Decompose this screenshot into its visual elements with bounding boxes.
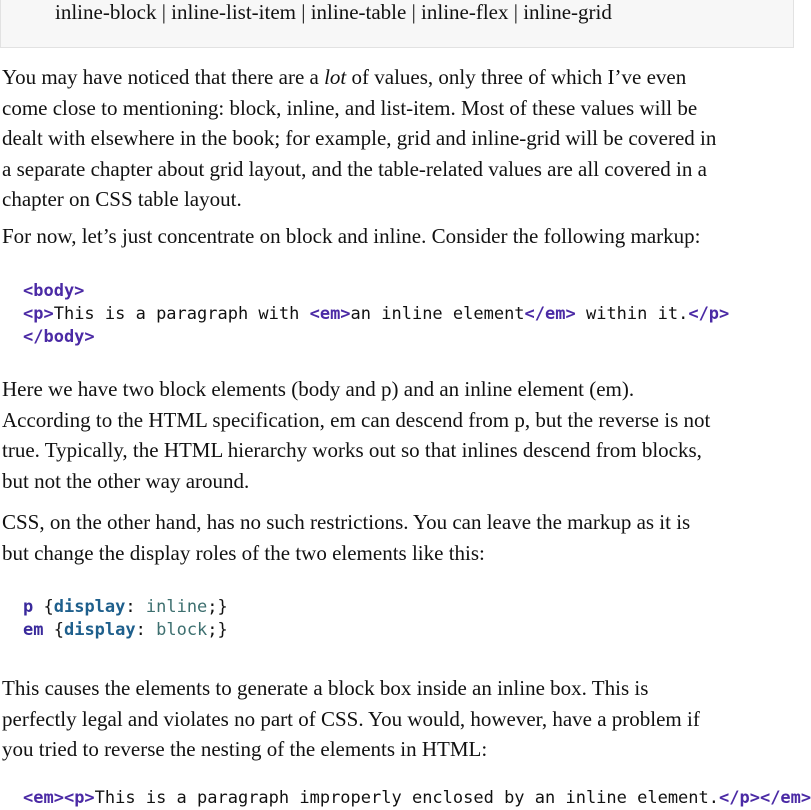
paragraph-concentrate — [2, 221, 796, 252]
code-block-markup — [23, 280, 729, 349]
code-text: an inline element — [350, 304, 525, 324]
css-property: display — [53, 597, 126, 617]
text-line: dealt with elsewhere in the book; for example, grid and inline-grid will be covered in — [2, 126, 717, 150]
code-tag: <em> — [309, 304, 351, 324]
css-selector: p — [23, 597, 34, 617]
code-punctuation: ;} — [207, 597, 228, 617]
code-punctuation: ;} — [207, 620, 228, 640]
paragraph-values-intro — [2, 62, 796, 215]
code-tag: <p> — [23, 304, 54, 324]
code-text: This is a paragraph improperly enclosed by an inline element. — [94, 788, 719, 808]
code-text: within it. — [575, 304, 689, 324]
display-values-text: inline-block | inline-list-item | inline-table | inline-flex | inline-grid — [55, 0, 612, 24]
paragraph-block-elements — [2, 374, 796, 496]
code-line — [23, 619, 228, 642]
text-line: come close to mentioning: block, inline, and list-item. Most of these values will be — [2, 95, 698, 120]
display-values-box — [0, 0, 794, 48]
code-punctuation: { — [43, 620, 64, 640]
css-property: display — [63, 620, 136, 640]
code-text: This is a paragraph with — [53, 304, 310, 324]
code-tag: <body> — [23, 281, 85, 301]
text-line: perfectly legal and violates no part of CSS. You would, however, have a problem if — [2, 706, 700, 731]
paragraph-block-inside-inline — [2, 673, 796, 765]
code-punctuation: : — [135, 620, 157, 640]
text-line: Here we have two block elements (body and p) and an inline element (em). — [2, 377, 635, 401]
code-tag: </p> — [719, 788, 760, 808]
text-line: true. Typically, the HTML hierarchy works out so that inlines descend from blocks, — [2, 438, 702, 462]
text-line: chapter on CSS table layout. — [2, 187, 242, 211]
code-tag: <p> — [63, 788, 95, 808]
code-line — [23, 280, 729, 303]
code-tag: </em> — [759, 788, 811, 808]
css-value: inline — [145, 597, 208, 617]
css-selector: em — [23, 620, 44, 640]
text-line: You may have noticed that there are a lot of values, only three of which I’ve even — [2, 65, 687, 89]
code-block-css — [23, 596, 228, 642]
code-line — [23, 326, 729, 349]
code-line — [23, 596, 228, 619]
code-punctuation: : — [125, 597, 146, 617]
text-line: but change the display roles of the two elements like this: — [2, 540, 485, 565]
text-line: This causes the elements to generate a block box inside an inline box. This is — [2, 676, 649, 700]
code-line — [23, 303, 729, 326]
text-line: According to the HTML specification, em can descend from p, but the reverse is not — [2, 407, 711, 432]
code-punctuation: { — [33, 597, 54, 617]
code-tag: </body> — [23, 327, 95, 347]
text-line: you tried to reverse the nesting of the elements in HTML: — [2, 737, 488, 761]
text-line: but not the other way around. — [2, 468, 250, 493]
css-value: block — [156, 620, 208, 640]
paragraph-css-restrictions — [2, 507, 796, 568]
emphasis-lot: lot — [324, 65, 347, 89]
text-line: For now, let’s just concentrate on block and inline. Consider the following markup: — [2, 224, 701, 248]
code-tag: </p> — [688, 304, 730, 324]
text-line: a separate chapter about grid layout, and the table-related values are all covered in a — [2, 156, 707, 181]
code-line — [23, 787, 811, 810]
code-block-improper — [23, 787, 811, 810]
text-line: CSS, on the other hand, has no such restrictions. You can leave the markup as it is — [2, 510, 691, 534]
code-tag: </em> — [524, 304, 576, 324]
code-tag: <em> — [23, 788, 64, 808]
